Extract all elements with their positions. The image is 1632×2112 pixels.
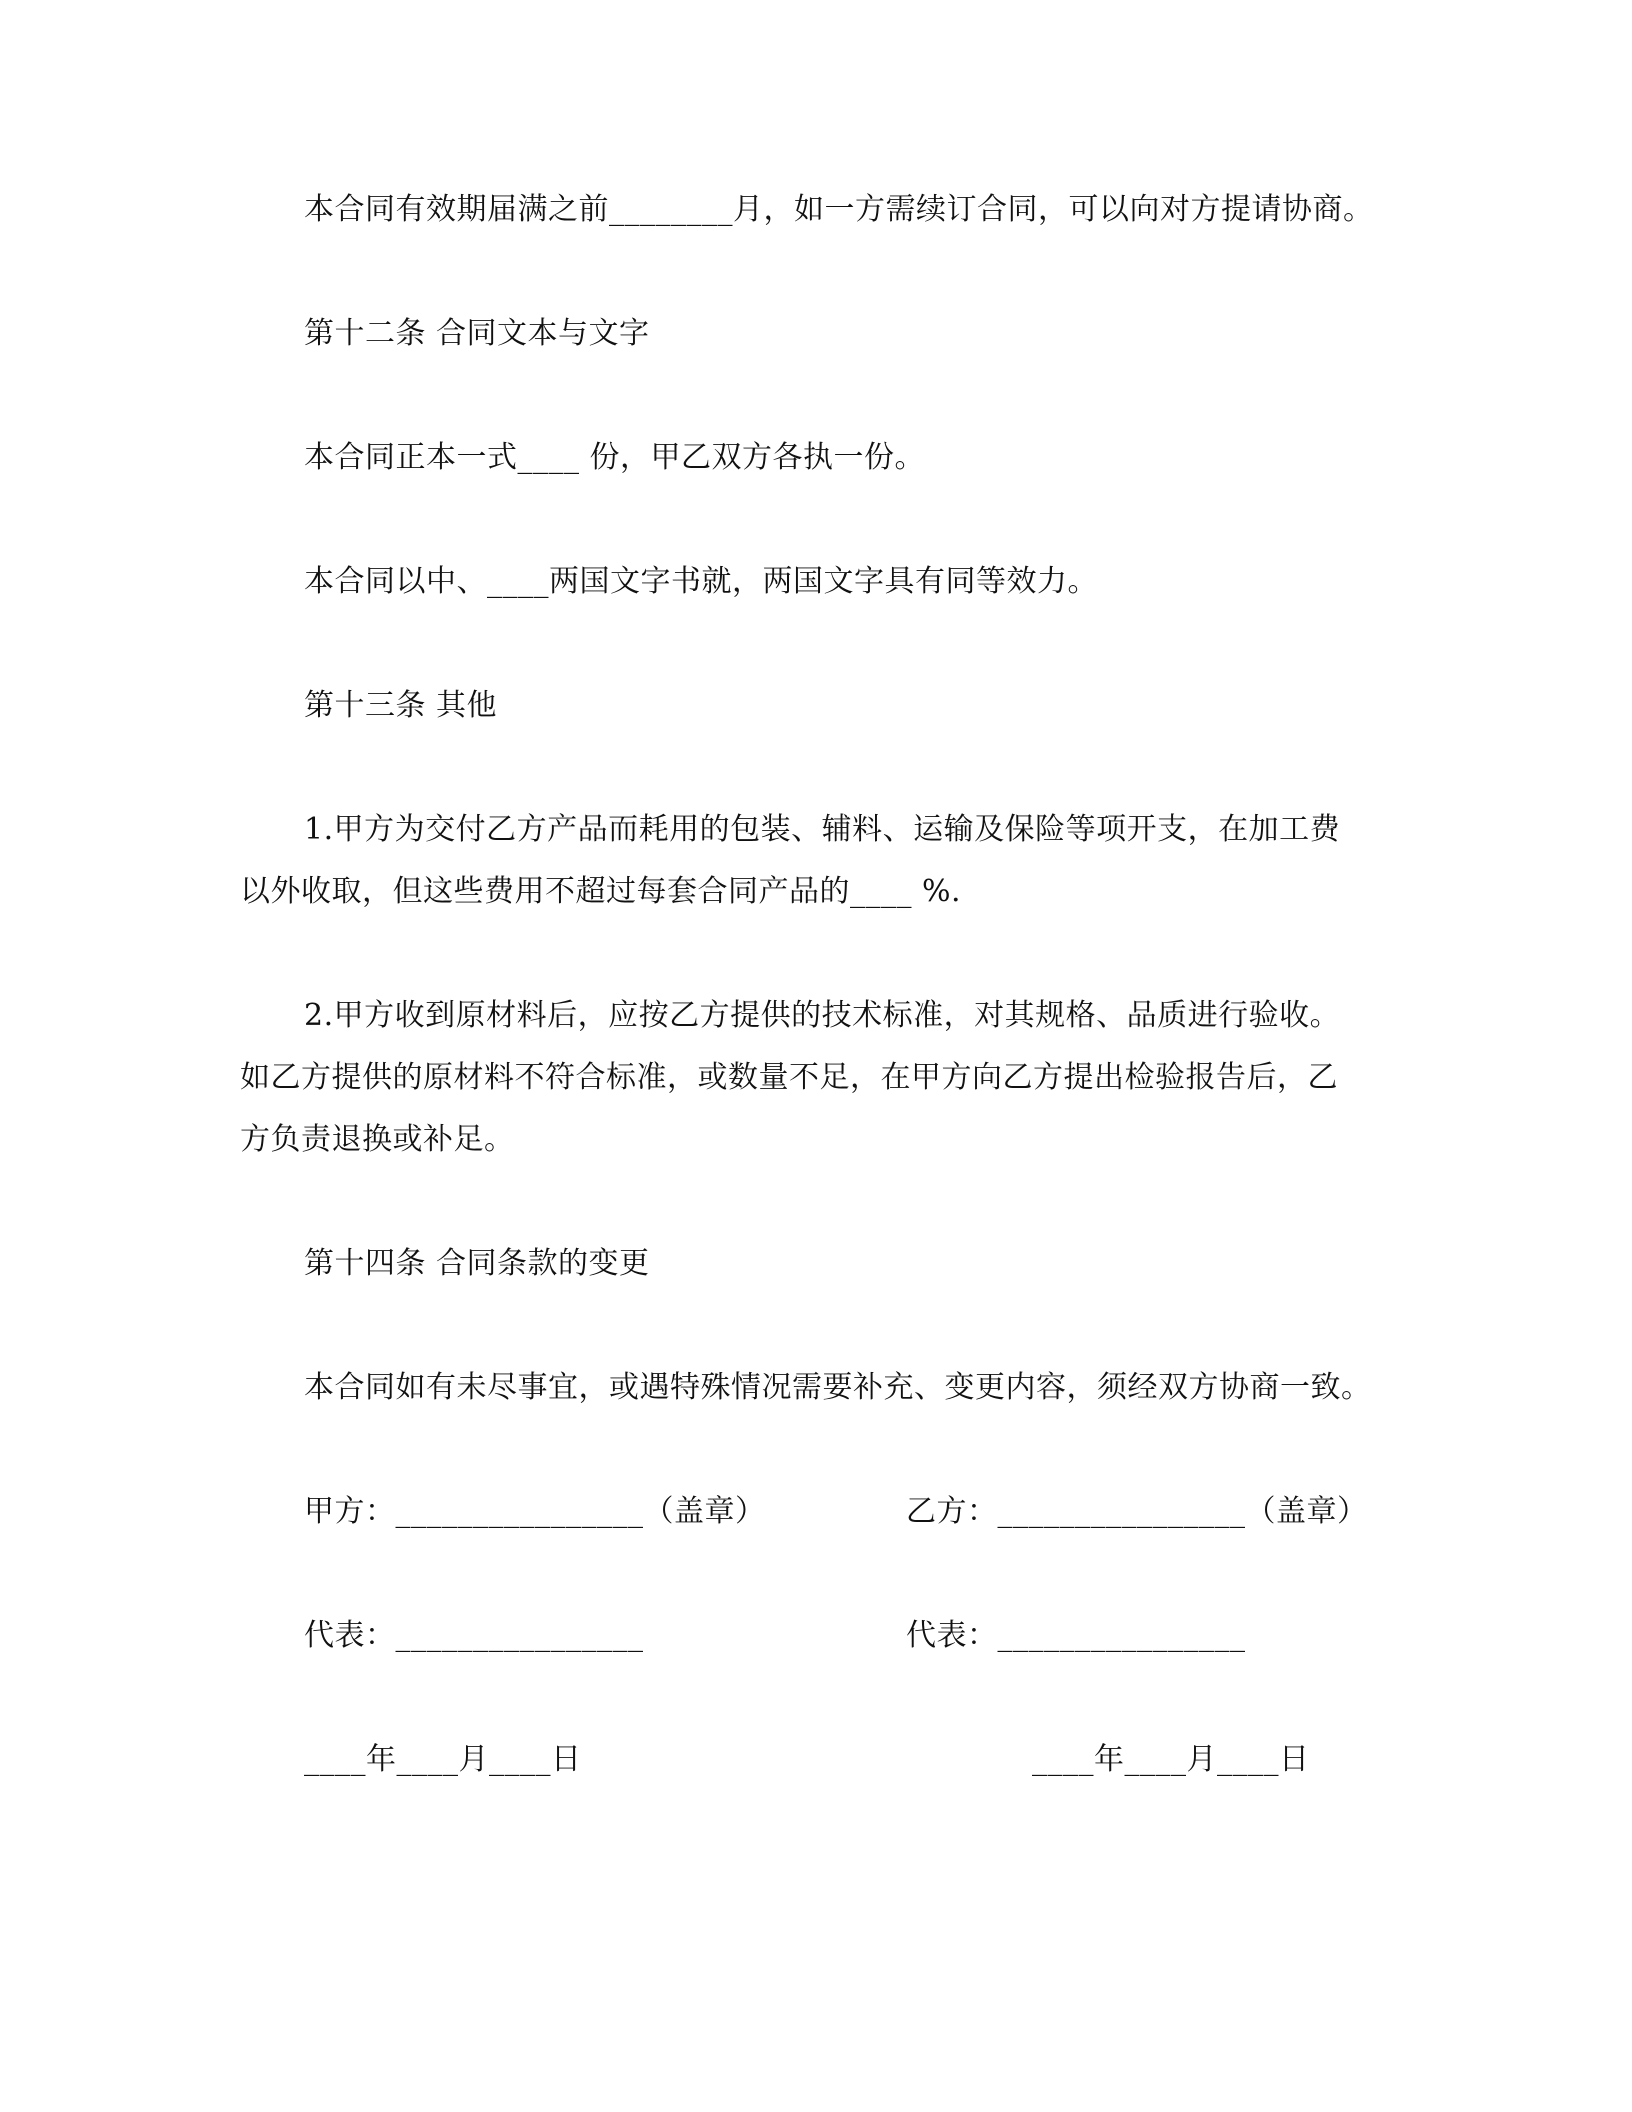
paragraph-clause-2-line-3: 方负责退换或补足。 xyxy=(240,1122,515,1157)
paragraph-clause-2-line-1: 2.甲方收到原材料后，应按乙方提供的技术标准，对其规格、品质进行验收。 xyxy=(304,998,1341,1033)
party-b-stamp-field: 乙方：________________（盖章） xyxy=(906,1494,1368,1529)
heading-article-13: 第十三条 其他 xyxy=(304,688,498,723)
paragraph-renewal: 本合同有效期届满之前________月，如一方需续订合同，可以向对方提请协商。 xyxy=(304,192,1374,227)
paragraph-clause-1-line-2: 以外收取，但这些费用不超过每套合同产品的____ %. xyxy=(240,874,962,909)
party-b-date-field: ____年____月____日 xyxy=(1032,1742,1310,1777)
paragraph-clause-2-line-2: 如乙方提供的原材料不符合标准，或数量不足，在甲方向乙方提出检验报告后，乙 xyxy=(240,1060,1338,1095)
party-b-representative-field: 代表：________________ xyxy=(906,1618,1246,1653)
paragraph-languages: 本合同以中、____两国文字书就，两国文字具有同等效力。 xyxy=(304,564,1098,599)
paragraph-copies: 本合同正本一式____ 份，甲乙双方各执一份。 xyxy=(304,440,926,475)
heading-article-12: 第十二条 合同文本与文字 xyxy=(304,316,650,351)
paragraph-clause-1-line-1: 1.甲方为交付乙方产品而耗用的包装、辅料、运输及保险等项开支，在加工费 xyxy=(304,812,1341,847)
heading-article-14: 第十四条 合同条款的变更 xyxy=(304,1246,650,1281)
party-a-representative-field: 代表：________________ xyxy=(304,1618,644,1653)
party-a-stamp-field: 甲方：________________（盖章） xyxy=(304,1494,766,1529)
party-a-date-field: ____年____月____日 xyxy=(304,1742,582,1777)
paragraph-amendment: 本合同如有未尽事宜，或遇特殊情况需要补充、变更内容，须经双方协商一致。 xyxy=(304,1370,1372,1405)
